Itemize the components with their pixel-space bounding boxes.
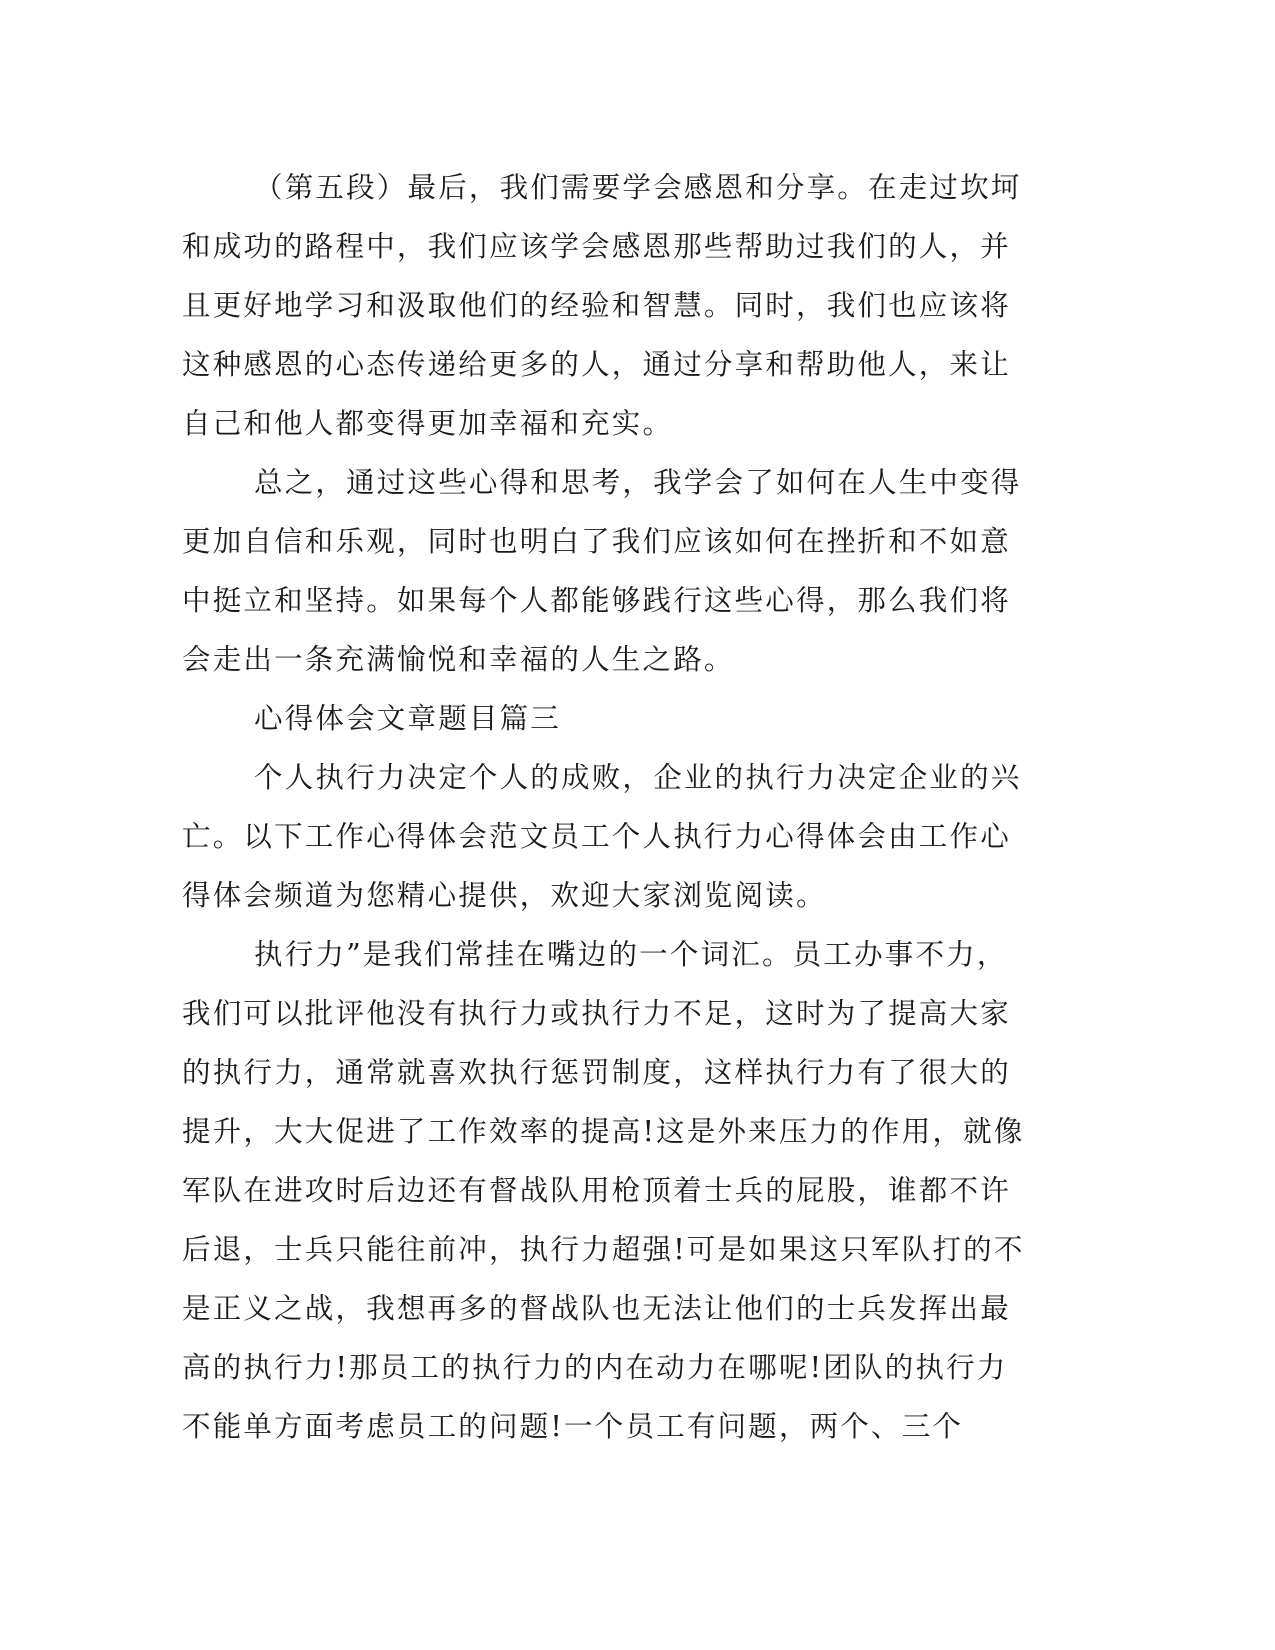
paragraph-conclusion: 总之，通过这些心得和思考，我学会了如何在人生中变得更加自信和乐观，同时也明白了我们应该如何在挫折和不如意中挺立和坚持。如果每个人都能够践行这些心得，那么我们将会走出一条充满愉悦和幸福的人生之路。	[182, 466, 1022, 676]
document-body	[182, 158, 1038, 1456]
paragraph-intro: 个人执行力决定个人的成败，企业的执行力决定企业的兴亡。以下工作心得体会范文员工个人执行力心得体会由工作心得体会频道为您精心提供，欢迎大家浏览阅读。	[182, 761, 1022, 912]
section-title: 心得体会文章题目篇三	[254, 702, 562, 735]
paragraph-fifth-section: （第五段）最后，我们需要学会感恩和分享。在走过坎坷和成功的路程中，我们应该学会感恩那些帮助过我们的人，并且更好地学习和汲取他们的经验和智慧。同时，我们也应该将这种感恩的心态传递给更多的人，通过分享和帮助他人，来让自己和他人都变得更加幸福和充实。	[182, 171, 1022, 440]
paragraph-execution: 执行力”是我们常挂在嘴边的一个词汇。员工办事不力，我们可以批评他没有执行力或执行力不足，这时为了提高大家的执行力，通常就喜欢执行惩罚制度，这样执行力有了很大的提升，大大促进了工作效率的提高!这是外来压力的作用，就像军队在进攻时后边还有督战队用枪顶着士兵的屁股，谁都不许后退，士兵只能往前冲，执行力超强!可是如果这只军队打的不是正义之战，我想再多的督战队也无法让他们的士兵发挥出最高的执行力!那员工的执行力的内在动力在哪呢!团队的执行力不能单方面考虑员工的问题!一个员工有问题，两个、三个	[182, 938, 1025, 1443]
